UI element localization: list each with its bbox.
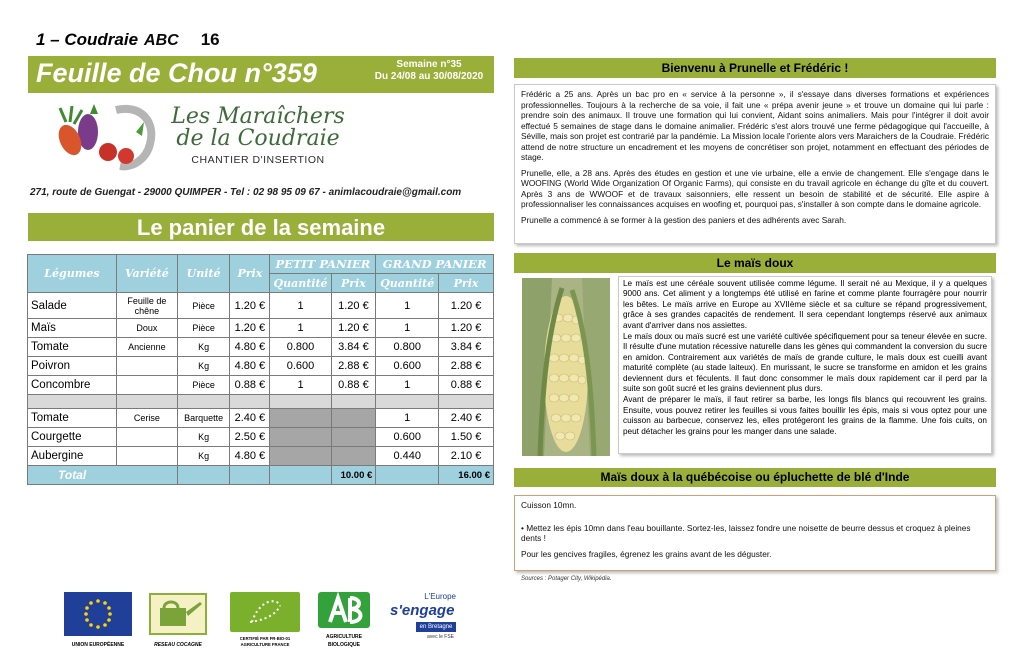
col-header-grand-prix: Prix — [439, 274, 494, 293]
welcome-heading: Bienvenu à Prunelle et Frédéric ! — [514, 58, 996, 78]
cell-petit-empty — [270, 428, 331, 447]
vegetables-logo-icon — [46, 102, 176, 174]
eu-organic-caption: CERTIFIÉ PAR FR-BIO-01 AGRICULTURE FRANCE — [239, 636, 291, 647]
mais-paragraph-3: Avant de préparer le maïs, il faut retirer sa barbe, les longs fils blancs qui recouvrent les grains. Ensuite, vous pouvez retirer les feuilles si vous faites bouillir les épis, mais si vous optez pour une cuisson au barbecue, conservez les, elles protégeront les grains de la flamme. Une fois cuits, on peut détacher les grains pour les manger dans une salade. — [623, 395, 987, 436]
bretagne-text: en Bretagne — [416, 622, 456, 632]
recipe-box — [514, 495, 996, 571]
cell-prix: 4.80 € — [230, 357, 270, 376]
cell-unite: Pièce — [177, 376, 229, 395]
table-total-row — [28, 466, 494, 485]
welcome-paragraph-3: Prunelle a commencé à se former à la gestion des paniers et des adhérents avec Sarah. — [521, 214, 847, 225]
table-row — [28, 428, 494, 447]
cell-legume: Aubergine — [28, 447, 117, 466]
eu-organic-logo — [230, 592, 300, 648]
cocagne-caption: RESEAU COCAGNE — [154, 642, 202, 648]
table-separator-row — [28, 395, 494, 409]
week-info — [370, 59, 488, 83]
table-header-row — [28, 255, 494, 274]
cell-unite: Kg — [177, 447, 229, 466]
col-header-prix: Prix — [230, 255, 270, 293]
cell-legume: Tomate — [28, 409, 117, 428]
total-label: Total — [28, 466, 178, 485]
sources-note: Sources : Potager City, Wikipédia. — [521, 576, 612, 582]
header-abc: ABC — [144, 32, 179, 49]
eu-organic-leaf-icon — [230, 592, 300, 632]
cell-grand-quantite: 1 — [376, 409, 439, 428]
cell-legume: Salade — [28, 293, 117, 319]
cell-prix: 2.50 € — [230, 428, 270, 447]
europe-bretagne-logo — [386, 592, 458, 648]
cell-variete: Doux — [116, 319, 177, 338]
cell-grand-quantite: 0.800 — [376, 338, 439, 357]
cell-prix: 1.20 € — [230, 319, 270, 338]
mais-text-box — [618, 276, 992, 454]
mais-heading: Le maïs doux — [514, 253, 996, 273]
cell-unite: Kg — [177, 338, 229, 357]
welcome-box — [514, 84, 996, 244]
europe-text: L'Europe — [424, 592, 456, 601]
week-dates: Du 24/08 au 30/08/2020 — [374, 71, 484, 82]
cell-petit-empty — [270, 409, 331, 428]
cell-legume: Concombre — [28, 376, 117, 395]
col-header-petit-panier: PETIT PANIER — [270, 255, 376, 274]
cell-petit-quantite: 1 — [270, 319, 331, 338]
welcome-paragraph-1: Frédéric a 25 ans. Après un bac pro en « service à la personne », il s'essaye dans diverses formations et expériences professionnelles. Toujours à la recherche de sa voie, il fait une « prépa avenir jeune » et trouve un domaine qui lui parle : prendre soin des animaux. Il trouve une formation qui lui convient, Aidant soins animaliers. Mais pour l'intégrer il doit avoir effectué 5 semaines de stage dans le domaine animalier. Frédéric s'est alors trouvé une ferme pédagogique qui l'accueille, à Séville, mais son projet est contrarié par la pandémie. La Mission locale l'oriente alors vers Maraichers de la Coudraie. Frédéric attend de notre structure un encadrement et les moyens de concrétiser son projet, notamment en effectuant des périodes de stage. — [521, 89, 989, 162]
organization-logo — [40, 96, 350, 180]
recipe-heading: Maïs doux à la québécoise ou épluchette de blé d'Inde — [514, 468, 996, 487]
col-header-legumes: Légumes — [28, 255, 117, 293]
cell-prix: 2.40 € — [230, 409, 270, 428]
total-grand: 16.00 € — [439, 466, 494, 485]
address-line: 271, route de Guengat - 29000 QUIMPER - Tel : 02 98 95 09 67 - animlacoudraie@gmail.com — [30, 187, 462, 198]
cell-prix: 0.88 € — [230, 376, 270, 395]
cell-legume: Courgette — [28, 428, 117, 447]
recipe-paragraph-2: • Mettez les épis 10mn dans l'eau bouillante. Sortez-les, laissez fondre une noisette de beurre dessus et croquez à pleines dents ! — [521, 522, 971, 543]
ab-organic-icon — [318, 592, 370, 628]
cell-petit-prix: 2.88 € — [331, 357, 376, 376]
header-prefix: 1 – Coudraie — [36, 30, 139, 49]
watering-can-icon — [146, 592, 210, 636]
col-header-petit-prix: Prix — [331, 274, 376, 293]
cell-unite: Kg — [177, 428, 229, 447]
cell-grand-quantite: 1 — [376, 319, 439, 338]
col-header-petit-quantite: Quantité — [270, 274, 331, 293]
cell-grand-prix: 3.84 € — [439, 338, 494, 357]
cell-legume: Poivron — [28, 357, 117, 376]
cell-unite: Pièce — [177, 319, 229, 338]
cell-grand-quantite: 0.600 — [376, 357, 439, 376]
cell-grand-quantite: 0.600 — [376, 428, 439, 447]
header-number: 16 — [200, 30, 220, 49]
page-header — [36, 30, 220, 50]
mais-paragraph-2: Le maïs doux ou maïs sucré est une variété cultivée spécifiquement pour sa teneur élevée en sucre. Il résulte d'une mutation récessive naturelle dans les gènes qui commandent la conversion du sucre en amidon. Contrairement aux variétés de maïs de grande culture, le maïs doux est cueilli avant maturité complète (au stade laiteux). En murissant, le sucre se transforme en amidon et les grains deviennent durs et féculents. Il faut donc consommer le maïs doux rapidement car il perd par la suite son goût sucré et les grains deviennent plus durs. — [623, 332, 987, 394]
table-row — [28, 338, 494, 357]
table-row — [28, 293, 494, 319]
col-header-grand-panier: GRAND PANIER — [376, 255, 494, 274]
cell-petit-empty — [331, 409, 376, 428]
table-row — [28, 447, 494, 466]
cell-prix: 4.80 € — [230, 338, 270, 357]
cell-grand-prix: 1.20 € — [439, 293, 494, 319]
cell-variete: Ancienne — [116, 338, 177, 357]
cell-legume: Maïs — [28, 319, 117, 338]
welcome-paragraph-2: Prunelle, elle, a 28 ans. Après des études en gestion et une vie urbaine, elle a envie de changement. Elle s'engage dans le WOOFING (World Wide Organization Of Organic Farms), qui consiste en du travail agricole en échange du gîte et du couvert. Après 3 ans de WWOOF et de travaux saisonniers, elle ressent un besoin de stabilité et de sécurité. Elle aspire à professionnaliser les connaissances acquises en woofing et, pourquoi pas, s'installer à son compte dans le domaine agricole. — [521, 167, 989, 209]
logo-line1: Les Maraîchers — [171, 104, 345, 129]
mais-paragraph-1: Le maïs est une céréale souvent utilisée comme légume. Il serait né au Mexique, il y a quelques 9000 ans. Cet aliment y a longtemps été utilisé en farine et comme plante fourragère pour nourrir les bêtes. Le maïs arrive en Europe au XVIIème siècle et sa culture se répand progressivement, grâce à ses grandes capacités de rendement. Il sera cependant longtemps réservé aux animaux avant d'arriver dans nos assiettes. — [623, 279, 987, 330]
cell-grand-prix: 0.88 € — [439, 376, 494, 395]
cell-variete — [116, 447, 177, 466]
mais-section — [514, 272, 996, 457]
logo-text — [168, 106, 348, 166]
cell-petit-empty — [331, 428, 376, 447]
cell-grand-quantite: 0.440 — [376, 447, 439, 466]
recipe-paragraph-1: Cuisson 10mn. — [521, 500, 577, 510]
cell-grand-prix: 1.20 € — [439, 319, 494, 338]
recipe-paragraph-3: Pour les gencives fragiles, égrenez les grains avant de les déguster. — [521, 548, 772, 559]
panier-banner — [28, 213, 494, 241]
cell-petit-quantite: 0.600 — [270, 357, 331, 376]
cell-petit-empty — [331, 447, 376, 466]
cell-petit-prix: 1.20 € — [331, 293, 376, 319]
table-row — [28, 319, 494, 338]
ab-caption-1: AGRICULTURE — [325, 634, 362, 640]
table-row — [28, 357, 494, 376]
cell-grand-quantite: 1 — [376, 293, 439, 319]
cell-variete — [116, 428, 177, 447]
total-petit: 10.00 € — [331, 466, 376, 485]
cell-variete — [116, 376, 177, 395]
cell-prix: 4.80 € — [230, 447, 270, 466]
cell-unite: Barquette — [177, 409, 229, 428]
week-label: Semaine n°35 — [396, 59, 462, 70]
eu-logo — [64, 592, 132, 648]
col-header-unite: Unité — [177, 255, 229, 293]
cell-petit-quantite: 0.800 — [270, 338, 331, 357]
cocagne-logo — [146, 592, 210, 648]
eu-flag-icon — [64, 592, 132, 636]
corn-photo-icon — [522, 278, 610, 456]
cell-grand-quantite: 1 — [376, 376, 439, 395]
cell-petit-empty — [270, 447, 331, 466]
engage-text: s'engage — [390, 602, 455, 619]
table-row — [28, 376, 494, 395]
cell-variete: Cerise — [116, 409, 177, 428]
cell-grand-prix: 2.10 € — [439, 447, 494, 466]
ab-logo — [318, 592, 370, 648]
col-header-variete: Variété — [116, 255, 177, 293]
logo-line3: CHANTIER D'INSERTION — [191, 154, 325, 166]
basket-table — [27, 254, 494, 485]
cell-unite: Kg — [177, 357, 229, 376]
eu-caption: UNION EUROPÉENNE — [71, 642, 125, 648]
cell-grand-prix: 2.88 € — [439, 357, 494, 376]
cell-legume: Tomate — [28, 338, 117, 357]
fse-text: avec le FSE — [427, 634, 454, 640]
cell-petit-prix: 1.20 € — [331, 319, 376, 338]
cell-grand-prix: 2.40 € — [439, 409, 494, 428]
title-banner — [28, 56, 494, 93]
ab-caption-2: BIOLOGIQUE — [328, 642, 360, 648]
table-row — [28, 409, 494, 428]
newsletter-title: Feuille de Chou n°359 — [36, 58, 317, 88]
cell-grand-prix: 1.50 € — [439, 428, 494, 447]
cell-petit-prix: 3.84 € — [331, 338, 376, 357]
cell-variete — [116, 357, 177, 376]
panier-title: Le panier de la semaine — [136, 215, 386, 240]
cell-petit-prix: 0.88 € — [331, 376, 376, 395]
cell-prix: 1.20 € — [230, 293, 270, 319]
cell-petit-quantite: 1 — [270, 293, 331, 319]
col-header-grand-quantite: Quantité — [376, 274, 439, 293]
logo-line2: de la Coudraie — [176, 126, 340, 151]
cell-variete: Feuille de chêne — [116, 293, 177, 319]
cell-petit-quantite: 1 — [270, 376, 331, 395]
cell-unite: Pièce — [177, 293, 229, 319]
